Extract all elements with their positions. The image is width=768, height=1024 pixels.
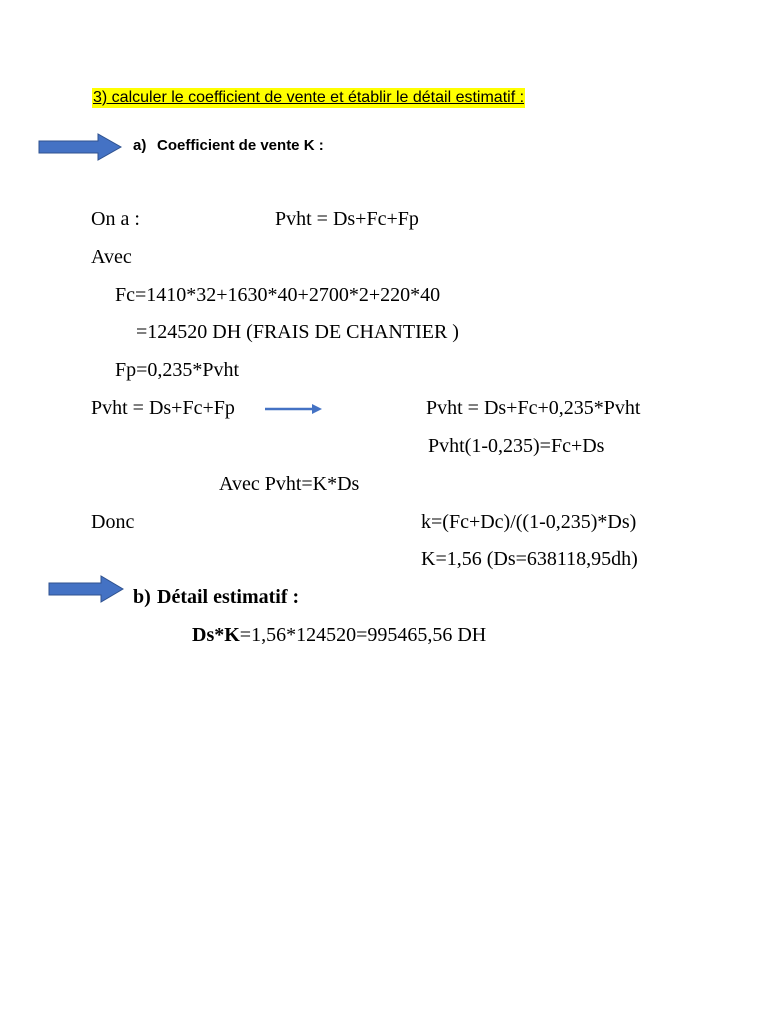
section-heading: [92, 88, 525, 108]
avec-k-formula: Avec Pvht=K*Ds: [219, 473, 360, 495]
section-b-title: Détail estimatif :: [157, 586, 300, 608]
section-a-title: Coefficient de vente K :: [157, 137, 324, 154]
arrow-right-icon: [48, 575, 124, 603]
k-formula: k=(Fc+Dc)/((1-0,235)*Ds): [421, 511, 637, 533]
section-b-marker: b): [133, 586, 151, 608]
pvht-right-formula: Pvht = Ds+Fc+0,235*Pvht: [426, 397, 641, 419]
avec-label: Avec: [91, 246, 132, 268]
main-formula: Pvht = Ds+Fc+Fp: [275, 208, 419, 230]
k-value: K=1,56 (Ds=638118,95dh): [421, 548, 638, 570]
donc-label: Donc: [91, 511, 135, 533]
pvht-factor-formula: Pvht(1-0,235)=Fc+Ds: [428, 435, 605, 457]
final-value: =1,56*124520=995465,56 DH: [239, 624, 487, 646]
fc-value: =124520 DH (FRAIS DE CHANTIER ): [136, 321, 459, 343]
pvht-left-formula: Pvht = Ds+Fc+Fp: [91, 397, 235, 419]
section-a-marker: a): [133, 137, 147, 154]
section-heading-text: 3) calculer le coefficient de vente et établir le détail estimatif :: [93, 89, 525, 106]
on-a-label: On a :: [91, 208, 140, 230]
final-result: [192, 623, 486, 647]
fp-formula: Fp=0,235*Pvht: [115, 359, 240, 381]
arrow-right-icon: [38, 133, 122, 161]
final-label: Ds*K: [192, 624, 240, 646]
thin-arrow-icon: [265, 402, 323, 416]
fc-expression: Fc=1410*32+1630*40+2700*2+220*40: [115, 284, 441, 306]
